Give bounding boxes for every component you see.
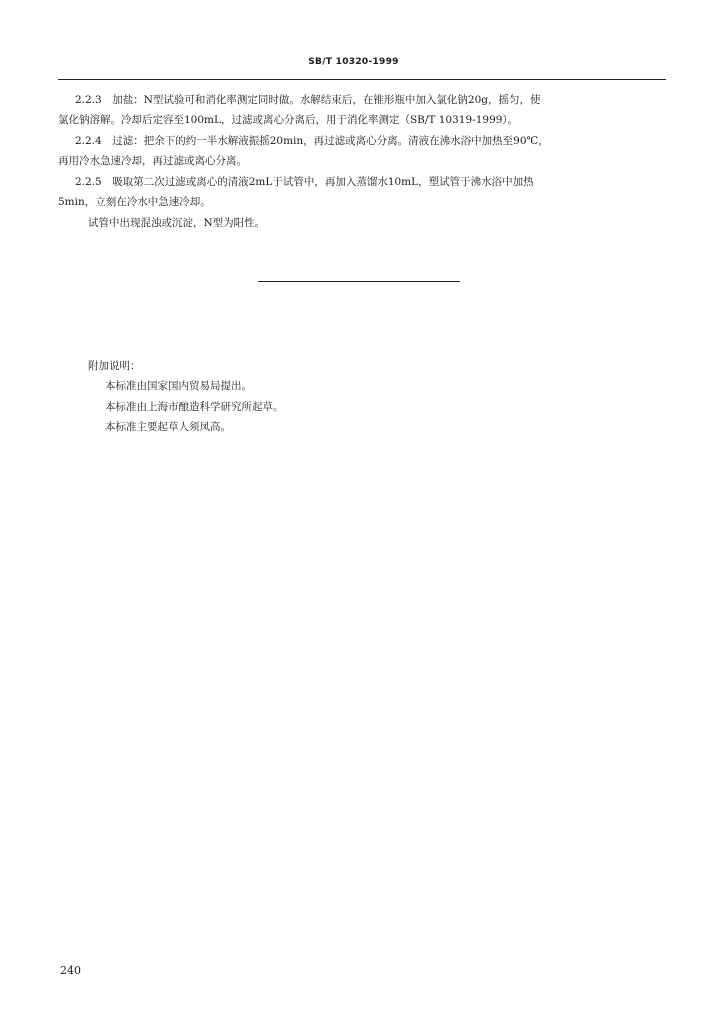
notes-line-3: 本标准主要起草人须凤高。 [105, 421, 231, 433]
clause-2-2-3-line-2: 氯化钠溶解。冷却后定容至100mL，过滤或离心分离后，用于消化率测定（SB/T 10319-1999）。 [58, 114, 519, 126]
clause-2-2-4-line-2: 再用冷水急速冷却，再过滤或离心分离。 [58, 155, 247, 167]
clause-2-2-4-line-1: 2.2.4 过滤：把余下的约一半水解液振摇20min，再过滤或离心分离。清液在沸水浴中加热至90℃， [75, 135, 549, 147]
document-header-code: SB/T 10320-1999 [308, 57, 399, 67]
header-divider [58, 79, 666, 80]
end-of-text-divider [258, 281, 460, 282]
clause-2-2-3-line-1: 2.2.3 加盐：N型试验可和消化率测定同时做。水解结束后，在锥形瓶中加入氯化钠20g，摇匀，使 [75, 94, 541, 106]
page-number: 240 [60, 964, 81, 977]
notes-line-1: 本标准由国家国内贸易局提出。 [105, 380, 252, 392]
notes-title: 附加说明： [88, 360, 141, 372]
clause-2-2-5-line-1: 2.2.5 吸取第二次过滤或离心的清液2mL于试管中，再加入蒸馏水10mL，塑试管于沸水浴中加热 [75, 176, 534, 188]
notes-line-2: 本标准由上海市酿造科学研究所起草。 [105, 401, 284, 413]
result-statement: 试管中出现混浊或沉淀，N型为阳性。 [88, 217, 266, 229]
clause-2-2-5-line-2: 5min，立刻在冷水中急速冷却。 [58, 196, 211, 208]
